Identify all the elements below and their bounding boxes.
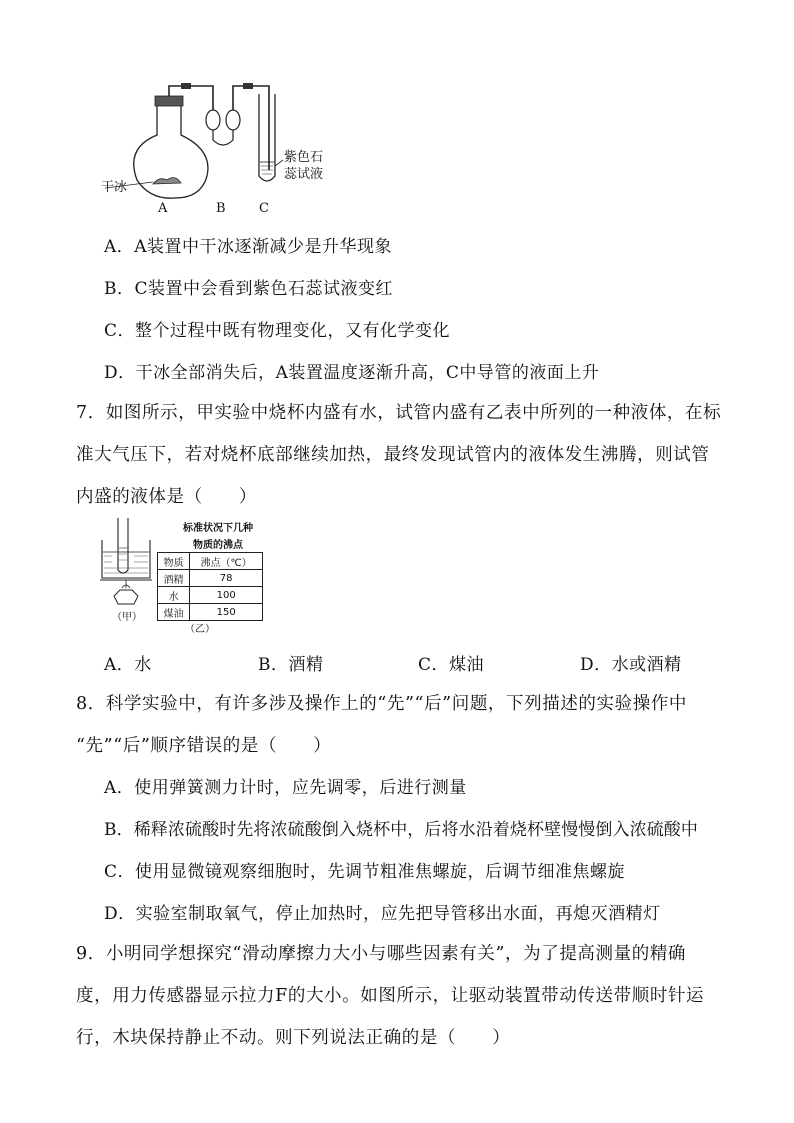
q6-option-a: A．A装置中干冰逐渐减少是升华现象	[104, 237, 393, 257]
q7-option-b: B．酒精	[258, 655, 324, 675]
q7-stem-line1: 7．如图所示，甲实验中烧杯内盛有水，试管内盛有乙表中所列的一种液体，在标	[76, 403, 722, 423]
table-row	[158, 604, 263, 621]
q7-option-d: D．水或酒精	[580, 655, 682, 675]
table-header-substance: 物质	[158, 553, 190, 570]
dry-ice-label: 干冰	[101, 180, 128, 195]
table-row	[158, 587, 263, 604]
q8-option-c: C．使用显微镜观察细胞时，先调节粗准焦螺旋，后调节细准焦螺旋	[104, 862, 626, 882]
table-cell-substance: 水	[158, 587, 190, 604]
q8-option-d: D．实验室制取氧气，停止加热时，应先把导管移出水面，再熄灭酒精灯	[104, 904, 661, 924]
q9-stem-line1: 9．小明同学想探究“滑动摩擦力大小与哪些因素有关”，为了提高测量的精确	[76, 944, 687, 964]
q6-option-d: D．干冰全部消失后，A装置温度逐渐升高，C中导管的液面上升	[104, 363, 600, 383]
label-a: A	[158, 201, 168, 216]
q7-option-a: A．水	[104, 655, 152, 675]
q9-stem-line2: 度，用力传感器显示拉力F的大小。如图所示，让驱动装置带动传送带顺时针运	[76, 986, 705, 1006]
table-header-row	[158, 553, 263, 570]
table-cell-boiling-point: 100	[190, 587, 263, 604]
q8-option-a: A．使用弹簧测力计时，应先调零，后进行测量	[104, 778, 467, 798]
table-row	[158, 570, 263, 587]
q6-option-c: C．整个过程中既有物理变化，又有化学变化	[104, 321, 451, 341]
q7-stem-line3: 内盛的液体是（ ）	[76, 487, 257, 507]
table-cell-boiling-point: 150	[190, 604, 263, 621]
table-title-line1: 标准状况下几种	[183, 523, 253, 534]
figure-caption-jia: （甲）	[112, 612, 142, 623]
table-cell-substance: 酒精	[158, 570, 190, 587]
litmus-label-line2: 蕊试液	[284, 167, 324, 182]
figure-caption-yi: （乙）	[185, 624, 215, 635]
boiling-point-table	[157, 552, 263, 621]
q7-option-c: C．煤油	[418, 655, 485, 675]
q6-option-b: B．C装置中会看到紫色石蕊试液变红	[104, 279, 393, 299]
q8-option-b: B．稀释浓硫酸时先将浓硫酸倒入烧杯中，后将水沿着烧杯壁慢慢倒入浓硫酸中	[104, 820, 698, 840]
label-c: C	[259, 201, 269, 216]
label-b: B	[216, 201, 226, 216]
table-cell-boiling-point: 78	[190, 570, 263, 587]
table-title-line2: 物质的沸点	[193, 540, 243, 551]
litmus-label-line1: 紫色石	[284, 150, 324, 165]
table-header-boiling-point: 沸点（℃）	[190, 553, 263, 570]
q8-stem-line1: 8．科学实验中，有许多涉及操作上的“先”“后”问题，下列描述的实验操作中	[76, 694, 688, 714]
beaker-figure	[98, 518, 154, 610]
table-cell-substance: 煤油	[158, 604, 190, 621]
q9-stem-line3: 行，木块保持静止不动。则下列说法正确的是（ ）	[76, 1028, 511, 1048]
q7-stem-line2: 准大气压下，若对烧杯底部继续加热，最终发现试管内的液体发生沸腾，则试管	[76, 445, 710, 465]
q8-stem-line2: “先”“后”顺序错误的是（ ）	[76, 736, 332, 756]
